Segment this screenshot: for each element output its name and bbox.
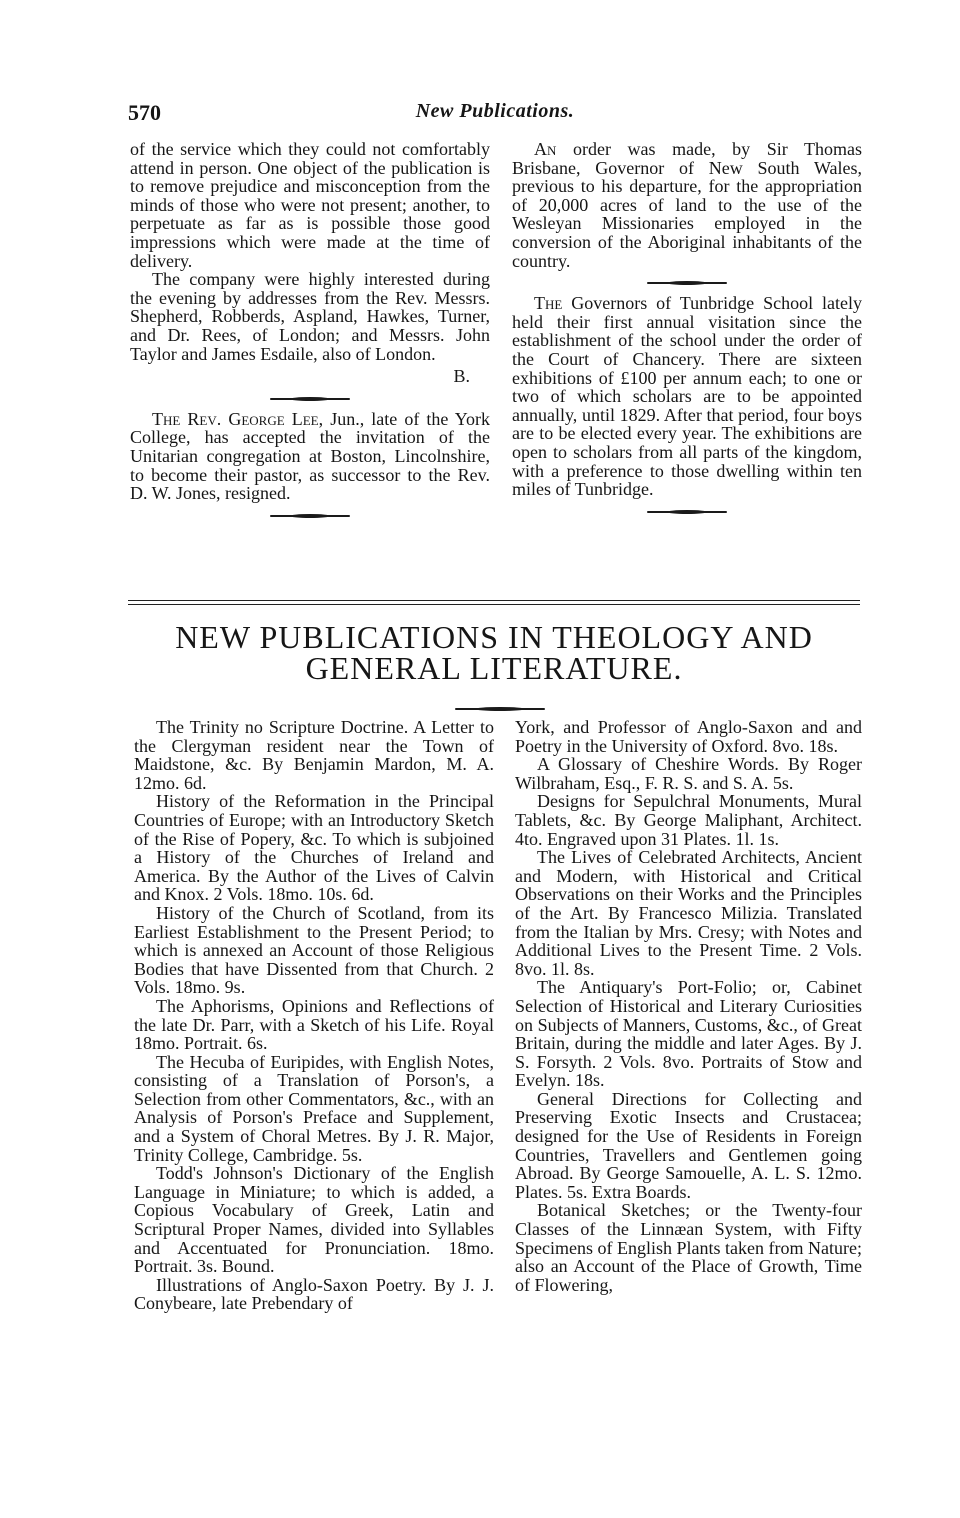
- section-rule: [128, 604, 860, 605]
- signature: B.: [453, 366, 470, 387]
- publication-entry: The Trinity no Scripture Doctrine. A Letter to the Clergyman resident near the Town of Maidstone, &c. By Benjamin Mardon, M. A. 12mo. 6d.: [134, 717, 494, 793]
- page-number: 570: [128, 100, 161, 125]
- lead-words: The Rev. George Lee: [152, 408, 319, 429]
- publication-entry: History of the Church of Scotland, from its Earliest Establishment to the Present Period; to which is annexed an Account of those Religious Bodies that have Dissented from that Church. 2 Vols. 18mo. 9s.: [134, 902, 494, 998]
- lead-words: The: [534, 293, 563, 314]
- title-separator-ornament: [455, 706, 545, 712]
- section-rule: [128, 600, 860, 601]
- bottom-left-column: [134, 718, 494, 1313]
- publication-entry: Designs for Sepulchral Monuments, Mural Tablets, &c. By George Maliphant, Architect. 4to. Engraved upon 31 Plates. 1l. 1s.: [515, 791, 862, 849]
- paragraph: [130, 410, 490, 503]
- top-left-column: [130, 140, 490, 527]
- publication-entry: Illustrations of Anglo-Saxon Poetry. By J. J. Conybeare, late Prebendary of: [134, 1274, 494, 1314]
- publication-entry: The Antiquary's Port-Folio; or, Cabinet Selection of Historical and Literary Curiosities on Subjects of Manners, Customs, &c., of Great Britain, during the middle and later Ages. By J. S. Forsyth. 2 Vols. 8vo. Portraits of Stow and Evelyn. 18s.: [515, 977, 862, 1091]
- publication-entry: The Hecuba of Euripides, with English Notes, consisting of a Translation of Porson's, a Selection from other Commentators, &c., with an Analysis of Porson's Preface and Supplement, and a System of Choral Metres. By J. R. Major, Trinity College, Cambridge. 5s.: [134, 1051, 494, 1165]
- lead-words: An: [534, 139, 557, 159]
- paragraph-text: order was made, by Sir Thomas Brisbane, Governor of New South Wales, previous to his departure, for the appropriation of 20,000 acres of land to the use of the Wesleyan Missionaries employed in the conversion of the Aboriginal inhabitants of the country.: [512, 139, 862, 271]
- publication-entry: A Glossary of Cheshire Words. By Roger Wilbraham, Esq., F. R. S. and S. A. 5s.: [515, 754, 862, 793]
- bottom-right-column: [515, 718, 862, 1294]
- paragraph-text: Governors of Tunbridge School lately held their first annual visitation since the establishment of the school under the order of the Court of Chancery. There are sixteen exhibitions of £100 per annum each; to one or two of which scholars are to be appointed annually, until 1829. After that period, four boys are to be elected every year. The exhibitions are open to scholars from all parts of the kingdom, with a preference to those dwelling within ten miles of Tunbridge.: [512, 293, 862, 500]
- paragraph: [512, 294, 862, 499]
- section-title-line: NEW PUBLICATIONS IN THEOLOGY AND: [175, 619, 813, 655]
- section-title-line: GENERAL LITERATURE.: [305, 650, 683, 686]
- paragraph: of the service which they could not comfortably attend in person. One object of the publication is to remove prejudice and misconception from the minds of those who were not present; another, to perpetuate as far as is possible those good impressions which were made at the time of delivery.: [130, 139, 490, 271]
- publication-entry: The Aphorisms, Opinions and Reflections of the late Dr. Parr, with a Sketch of his Life. Royal 18mo. Portrait. 6s.: [134, 995, 494, 1054]
- separator-ornament: [647, 509, 727, 515]
- publication-entry: Botanical Sketches; or the Twenty-four Classes of the Linnæan System, with Fifty Specimens of English Plants taken from Nature; also an Account of the Place of Growth, Time of Flowering,: [515, 1200, 862, 1295]
- publication-entry: Todd's Johnson's Dictionary of the English Language in Miniature; to which is added, a Copious Vocabulary of Greek, Latin and Scriptural Proper Names, divided into Syllables and Accentuated for Pronunciation. 18mo. Portrait. 3s. Bound.: [134, 1163, 494, 1277]
- top-right-column: [512, 140, 862, 523]
- publication-entry: York, and Professor of Anglo-Saxon and and Poetry in the University of Oxford. 8vo. 18s.: [515, 717, 862, 756]
- running-head: New Publications.: [415, 100, 575, 122]
- separator-ornament: [270, 513, 350, 519]
- publication-entry: The Lives of Celebrated Architects, Ancient and Modern, with Historical and Critical Observations on their Works and the Principles of the Art. By Francesco Milizia. Translated from the Italian by Mrs. Cresy; with Notes and Additional Lives to the Present Time. 2 Vols. 8vo. 1l. 8s.: [515, 847, 862, 979]
- paragraph-text: , Jun., late of the York College, has accepted the invitation of the Unitarian congregation at Boston, Lincolnshire, to become their pastor, as successor to the Rev. D. W. Jones, resigned.: [130, 408, 490, 504]
- paragraph: The company were highly interested during the evening by addresses from the Rev. Messrs. Shepherd, Robberds, Aspland, Hawkes, Turner, and Dr. Rees, of London; and Messrs. John Taylor and James Esdaile, also of London.: [130, 269, 490, 364]
- publication-entry: History of the Reformation in the Principal Countries of Europe; with an Introductory Sketch of the Rise of Popery, &c. To which is subjoined a History of the Churches of Ireland and America. By the Author of the Lives of Calvin and Knox. 2 Vols. 18mo. 10s. 6d.: [134, 791, 494, 905]
- paragraph: [512, 140, 862, 270]
- section-title: [128, 619, 860, 686]
- publication-entry: General Directions for Collecting and Preserving Exotic Insects and Crustacea; designed for the Use of Residents in Foreign Countries, Travellers and Gentlemen going Abroad. By George Samouelle, A. L. S. 12mo. Plates. 5s. Extra Boards.: [515, 1088, 862, 1202]
- page-header: [128, 100, 862, 134]
- separator-ornament: [270, 396, 350, 402]
- separator-ornament: [647, 280, 727, 286]
